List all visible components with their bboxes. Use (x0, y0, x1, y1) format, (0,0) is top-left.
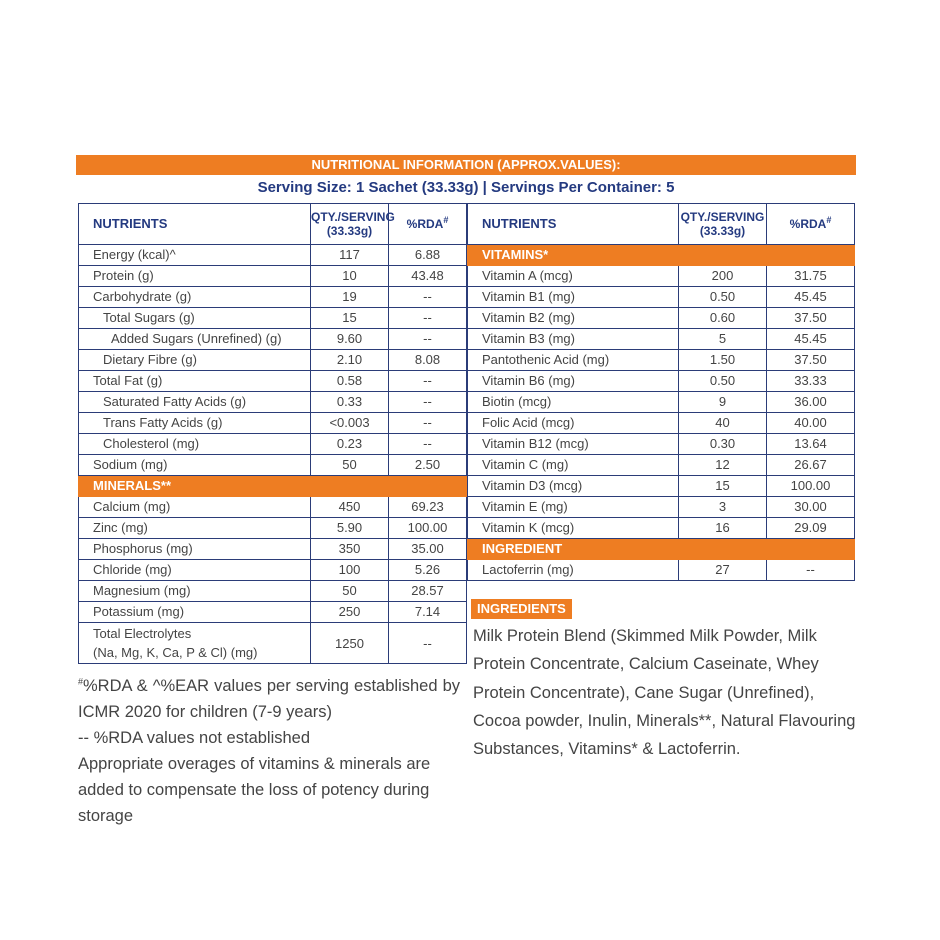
nutrient-name: Vitamin B6 (mg) (468, 371, 679, 392)
nutrient-qty: 0.33 (311, 392, 389, 413)
nutrient-name: Zinc (mg) (79, 518, 311, 539)
rda-column-header (389, 204, 467, 245)
nutrient-name: Vitamin A (mcg) (468, 266, 679, 287)
nutrient-qty: 40 (679, 413, 767, 434)
nutrient-rda: 33.33 (767, 371, 855, 392)
nutrient-name: Vitamin B12 (mcg) (468, 434, 679, 455)
table-row (79, 602, 467, 623)
table-row (468, 350, 855, 371)
nutrient-name: Biotin (mcg) (468, 392, 679, 413)
table-row (79, 497, 467, 518)
ingredients-text: Milk Protein Blend (Skimmed Milk Powder, Milk Protein Concentrate, Calcium Caseinate, Whey Protein Concentrate), Cane Sugar (Unrefined), Cocoa powder, Inulin, Minerals**, Natural Flavouring Substances, Vitamins* & Lactoferrin. (473, 627, 856, 759)
table-row (468, 371, 855, 392)
nutrient-rda: -- (389, 329, 467, 350)
nutrient-rda: 45.45 (767, 287, 855, 308)
nutrients-table-left-body (79, 245, 467, 664)
footnotes (78, 673, 460, 829)
nutrient-name: Vitamin D3 (mcg) (468, 476, 679, 497)
nutrient-rda: 100.00 (767, 476, 855, 497)
nutrient-rda: 7.14 (389, 602, 467, 623)
table-row (468, 392, 855, 413)
nutrition-header-bar: NUTRITIONAL INFORMATION (APPROX.VALUES): (76, 155, 856, 175)
section-row (468, 539, 855, 560)
nutrient-rda: 31.75 (767, 266, 855, 287)
nutrient-rda: 2.50 (389, 455, 467, 476)
nutrient-rda: -- (389, 434, 467, 455)
table-row (468, 455, 855, 476)
nutrient-qty: 9.60 (311, 329, 389, 350)
nutrient-rda: 6.88 (389, 245, 467, 266)
ingredients-label: INGREDIENTS (471, 599, 572, 619)
nutrient-qty: 5 (679, 329, 767, 350)
nutrient-name: Chloride (mg) (79, 560, 311, 581)
table-row (468, 518, 855, 539)
table-row (468, 560, 855, 581)
qty-column-header (679, 204, 767, 245)
nutrient-rda: -- (389, 623, 467, 664)
nutrients-table-right (467, 203, 855, 581)
nutrient-rda: 40.00 (767, 413, 855, 434)
ingredient-section-header: INGREDIENT (468, 539, 855, 560)
nutrient-rda: 8.08 (389, 350, 467, 371)
nutrient-rda: 45.45 (767, 329, 855, 350)
table-row (79, 581, 467, 602)
table-row (79, 266, 467, 287)
nutrient-name: Dietary Fibre (g) (79, 350, 311, 371)
table-row (79, 518, 467, 539)
nutrient-rda: -- (767, 560, 855, 581)
table-row (79, 371, 467, 392)
nutrient-name: Phosphorus (mg) (79, 539, 311, 560)
table-row (468, 413, 855, 434)
qty-header-line1: QTY./SERVING (680, 210, 765, 224)
nutrient-name: Vitamin B1 (mg) (468, 287, 679, 308)
table-header-row (468, 204, 855, 245)
qty-header-line2: (33.33g) (326, 224, 373, 238)
nutrient-name: Total Sugars (g) (79, 308, 311, 329)
table-row (79, 413, 467, 434)
footnote-sup: # (78, 676, 84, 687)
table-row (468, 266, 855, 287)
nutrient-qty: <0.003 (311, 413, 389, 434)
nutrient-qty: 15 (679, 476, 767, 497)
nutrient-name: Pantothenic Acid (mg) (468, 350, 679, 371)
nutrient-qty: 100 (311, 560, 389, 581)
nutrient-rda: 37.50 (767, 350, 855, 371)
nutrient-qty: 0.50 (679, 287, 767, 308)
qty-header-line1: QTY./SERVING (311, 210, 395, 224)
table-row (468, 476, 855, 497)
nutrient-name: Total Fat (g) (79, 371, 311, 392)
nutrient-qty: 19 (311, 287, 389, 308)
nutrient-qty: 0.50 (679, 371, 767, 392)
nutrient-name: Lactoferrin (mg) (468, 560, 679, 581)
nutrient-name: Energy (kcal)^ (79, 245, 311, 266)
table-row (79, 245, 467, 266)
table-row (79, 623, 467, 664)
serving-size-line: Serving Size: 1 Sachet (33.33g) | Servings Per Container: 5 (257, 179, 675, 196)
table-row (468, 434, 855, 455)
table-row (468, 308, 855, 329)
nutrient-qty: 27 (679, 560, 767, 581)
nutrient-qty: 50 (311, 581, 389, 602)
table-row (468, 497, 855, 518)
nutrient-qty: 10 (311, 266, 389, 287)
section-row (79, 476, 467, 497)
rda-header-text: %RDA (789, 217, 827, 231)
nutrient-name: Vitamin E (mg) (468, 497, 679, 518)
table-row (79, 287, 467, 308)
nutrient-rda: 37.50 (767, 308, 855, 329)
nutrient-qty: 5.90 (311, 518, 389, 539)
nutrient-name: Vitamin K (mcg) (468, 518, 679, 539)
nutrient-rda: -- (389, 392, 467, 413)
footnote-overages: Appropriate overages of vitamins & minerals are added to compensate the loss of potency during storage (78, 755, 431, 825)
nutrients-column-header: NUTRIENTS (79, 204, 311, 245)
nutrient-rda: 5.26 (389, 560, 467, 581)
nutrient-rda: 26.67 (767, 455, 855, 476)
rda-header-sup: # (826, 215, 832, 225)
nutrient-name: Trans Fatty Acids (g) (79, 413, 311, 434)
nutrient-rda: 35.00 (389, 539, 467, 560)
nutrient-qty: 117 (311, 245, 389, 266)
nutrient-name: Calcium (mg) (79, 497, 311, 518)
rda-header-text: %RDA (406, 217, 444, 231)
table-row (79, 308, 467, 329)
nutrient-name: Sodium (mg) (79, 455, 311, 476)
qty-header-line2: (33.33g) (699, 224, 746, 238)
nutrient-rda: -- (389, 413, 467, 434)
nutrient-qty: 0.60 (679, 308, 767, 329)
nutrient-rda: 100.00 (389, 518, 467, 539)
nutrient-rda: -- (389, 287, 467, 308)
nutrient-rda: -- (389, 371, 467, 392)
nutrient-rda: 30.00 (767, 497, 855, 518)
table-row (79, 329, 467, 350)
nutrient-qty: 16 (679, 518, 767, 539)
nutrient-name: Vitamin B3 (mg) (468, 329, 679, 350)
nutrient-rda: 28.57 (389, 581, 467, 602)
nutrient-rda: 43.48 (389, 266, 467, 287)
nutrient-qty: 2.10 (311, 350, 389, 371)
nutrient-name: Carbohydrate (g) (79, 287, 311, 308)
minerals-section-header: MINERALS** (79, 476, 467, 497)
table-row (79, 455, 467, 476)
nutrient-name: Cholesterol (mg) (79, 434, 311, 455)
nutrient-qty: 350 (311, 539, 389, 560)
nutrient-qty: 0.30 (679, 434, 767, 455)
table-row (468, 287, 855, 308)
nutrient-name: Magnesium (mg) (79, 581, 311, 602)
electrolytes-line1: Total Electrolytes (93, 626, 192, 641)
table-row (79, 392, 467, 413)
nutrient-qty: 15 (311, 308, 389, 329)
rda-column-header (767, 204, 855, 245)
nutrient-name: Saturated Fatty Acids (g) (79, 392, 311, 413)
nutrients-column-header: NUTRIENTS (468, 204, 679, 245)
nutrient-rda: 13.64 (767, 434, 855, 455)
nutrients-table-left (78, 203, 467, 664)
nutrient-name: Potassium (mg) (79, 602, 311, 623)
vitamins-section-header: VITAMINS* (468, 245, 855, 266)
table-row (79, 560, 467, 581)
qty-column-header (311, 204, 395, 245)
nutrient-qty: 0.23 (311, 434, 389, 455)
nutrient-qty: 9 (679, 392, 767, 413)
nutrient-qty: 50 (311, 455, 389, 476)
nutrient-qty: 12 (679, 455, 767, 476)
table-row (468, 329, 855, 350)
section-row (468, 245, 855, 266)
nutrient-qty: 250 (311, 602, 389, 623)
nutrients-table-right-body (468, 245, 855, 581)
nutrient-qty: 200 (679, 266, 767, 287)
electrolytes-line2: (Na, Mg, K, Ca, P & Cl) (mg) (93, 645, 258, 660)
footnote-not-established: -- %RDA values not established (78, 729, 311, 747)
nutrient-rda: 69.23 (389, 497, 467, 518)
nutrient-name: Protein (g) (79, 266, 311, 287)
nutrient-name: Added Sugars (Unrefined) (g) (79, 329, 311, 350)
nutrient-name (79, 623, 311, 664)
nutrient-rda: 29.09 (767, 518, 855, 539)
table-row (79, 539, 467, 560)
nutrient-name: Vitamin C (mg) (468, 455, 679, 476)
nutrient-name: Vitamin B2 (mg) (468, 308, 679, 329)
footnote-rda-ear (78, 673, 460, 725)
nutrient-qty: 3 (679, 497, 767, 518)
nutrient-rda: -- (389, 308, 467, 329)
nutrient-rda: 36.00 (767, 392, 855, 413)
rda-header-sup: # (443, 215, 449, 225)
table-row (79, 434, 467, 455)
nutrient-name: Folic Acid (mcg) (468, 413, 679, 434)
nutrient-qty: 1.50 (679, 350, 767, 371)
table-header-row (79, 204, 467, 245)
nutrient-qty: 450 (311, 497, 389, 518)
table-row (79, 350, 467, 371)
footnote-rda-ear-text: %RDA & ^%EAR values per serving established by ICMR 2020 for children (7-9 years) (78, 677, 460, 721)
nutrient-qty: 1250 (311, 623, 389, 664)
nutrient-qty: 0.58 (311, 371, 389, 392)
